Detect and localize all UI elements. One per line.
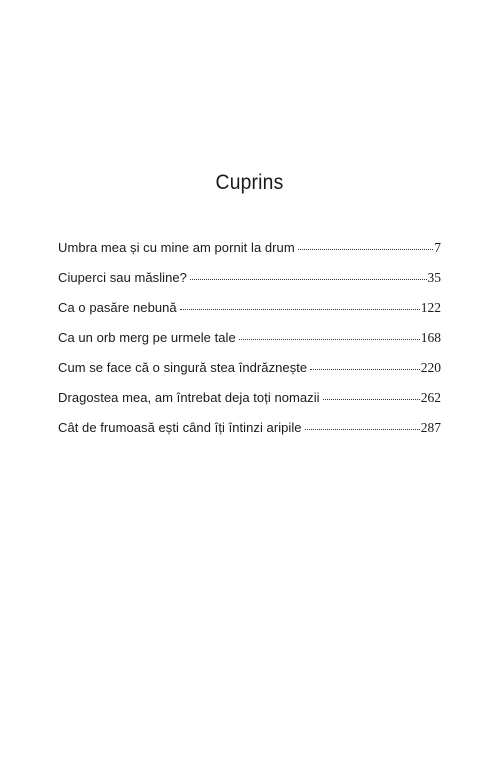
dot-leader bbox=[190, 268, 427, 282]
dot-leader bbox=[305, 418, 420, 432]
toc-entry bbox=[58, 298, 441, 328]
toc-heading: Cuprins bbox=[215, 171, 284, 194]
toc-entry-page: 35 bbox=[427, 270, 441, 285]
toc-entry-page: 220 bbox=[420, 360, 441, 375]
toc-entry bbox=[58, 268, 441, 298]
toc-entry-title: Cât de frumoasă ești când îți întinzi aripile bbox=[58, 420, 302, 435]
toc-entry-title: Umbra mea și cu mine am pornit la drum bbox=[58, 240, 295, 255]
dot-leader bbox=[298, 238, 434, 252]
toc-list bbox=[58, 238, 441, 448]
dot-leader bbox=[323, 388, 420, 402]
dot-leader bbox=[180, 298, 420, 312]
toc-entry bbox=[58, 388, 441, 418]
toc-entry-title: Ciuperci sau măsline? bbox=[58, 270, 187, 285]
toc-entry-title: Ca un orb merg pe urmele tale bbox=[58, 330, 236, 345]
toc-entry bbox=[58, 328, 441, 358]
toc-entry-page: 168 bbox=[420, 330, 441, 345]
toc-entry bbox=[58, 358, 441, 388]
toc-entry bbox=[58, 418, 441, 448]
toc-entry-title: Ca o pasăre nebună bbox=[58, 300, 177, 315]
dot-leader bbox=[239, 328, 420, 342]
toc-entry-page: 122 bbox=[420, 300, 441, 315]
toc-entry-title: Dragostea mea, am întrebat deja toți nomazii bbox=[58, 390, 320, 405]
toc-entry-page: 287 bbox=[420, 420, 441, 435]
toc-entry-title: Cum se face că o singură stea îndrăznește bbox=[58, 360, 308, 375]
toc-entry bbox=[58, 238, 441, 268]
dot-leader bbox=[310, 358, 420, 372]
toc-entry-page: 262 bbox=[420, 390, 441, 405]
toc-entry-page: 7 bbox=[434, 240, 441, 255]
